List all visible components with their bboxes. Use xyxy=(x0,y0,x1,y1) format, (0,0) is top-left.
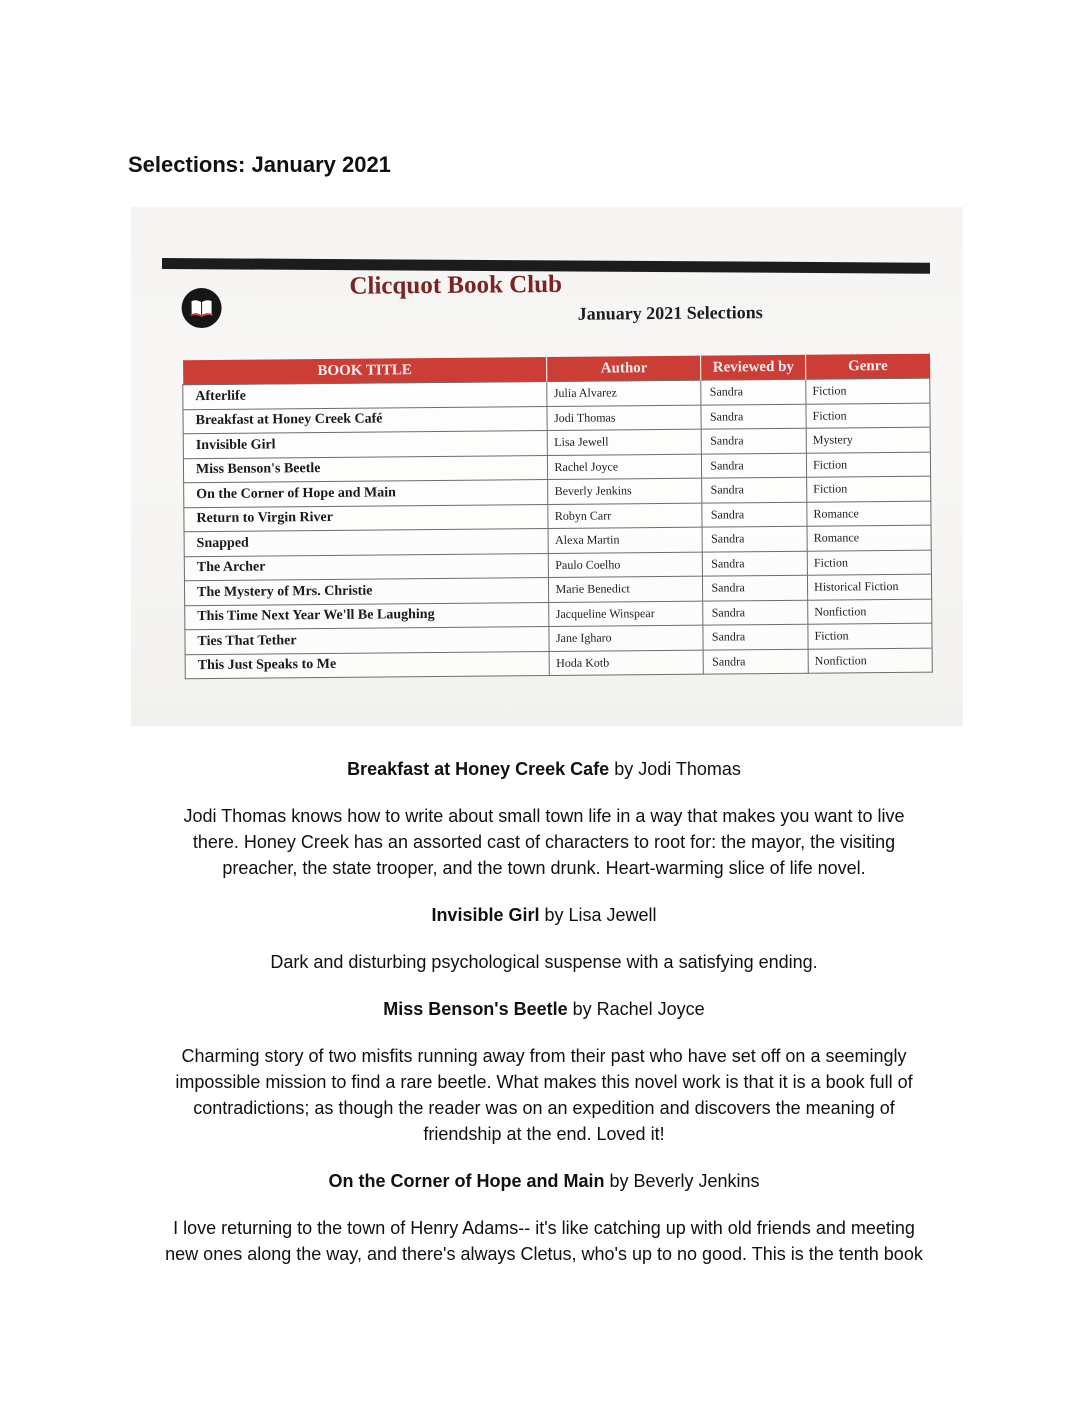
review-book-title: Miss Benson's Beetle xyxy=(383,999,568,1019)
review-book-title: Breakfast at Honey Creek Cafe xyxy=(347,759,610,779)
review-author: by Jodi Thomas xyxy=(609,759,741,779)
cell-reviewer: Sandra xyxy=(701,404,806,429)
cell-genre: Fiction xyxy=(806,452,930,478)
cell-book-title: Return to Virgin River xyxy=(184,504,549,532)
club-name: Clicquot Book Club xyxy=(349,270,563,300)
review-author: by Beverly Jenkins xyxy=(604,1171,760,1191)
review-text-line: impossible mission to find a rare beetle. What makes this novel work is that it is a book full of xyxy=(175,1072,913,1092)
cell-author: Paulo Coelho xyxy=(549,552,703,578)
cell-reviewer: Sandra xyxy=(701,379,806,404)
cell-reviewer: Sandra xyxy=(704,649,809,674)
flyer-subtitle: January 2021 Selections xyxy=(577,302,763,324)
cell-reviewer: Sandra xyxy=(702,428,807,453)
cell-author: Jane Igharo xyxy=(549,625,703,651)
cell-reviewer: Sandra xyxy=(703,575,808,600)
cell-genre: Romance xyxy=(807,525,931,551)
review-text-line: new ones along the way, and there's always Cletus, who's up to no good. This is the tenth book xyxy=(165,1244,923,1264)
cell-book-title: Invisible Girl xyxy=(183,431,548,459)
flyer-photo xyxy=(131,207,963,726)
column-header-genre: Genre xyxy=(806,354,930,380)
cell-author: Jacqueline Winspear xyxy=(549,601,703,627)
cell-author: Julia Alvarez xyxy=(547,380,701,406)
cell-reviewer: Sandra xyxy=(703,624,808,649)
review-text-line: contradictions; as though the reader was on an expedition and discovers the meaning of xyxy=(193,1098,895,1118)
cell-reviewer: Sandra xyxy=(702,477,807,502)
cell-book-title: This Just Speaks to Me xyxy=(185,651,550,679)
open-book-icon xyxy=(181,288,221,328)
review-text-line: friendship at the end. Loved it! xyxy=(423,1124,665,1144)
cell-genre: Fiction xyxy=(808,623,932,649)
cell-author: Beverly Jenkins xyxy=(548,478,702,504)
column-header-author: Author xyxy=(547,356,701,382)
cell-author: Lisa Jewell xyxy=(548,429,702,455)
cell-genre: Fiction xyxy=(806,403,930,429)
cell-book-title: The Archer xyxy=(184,553,549,581)
cell-genre: Fiction xyxy=(807,476,931,502)
review-text-line: there. Honey Creek has an assorted cast of characters to root for: the mayor, the visiting xyxy=(192,832,896,852)
column-header-reviewer: Reviewed by xyxy=(701,355,806,380)
cell-reviewer: Sandra xyxy=(702,453,807,478)
cell-book-title: Miss Benson's Beetle xyxy=(183,455,548,483)
cell-author: Hoda Kotb xyxy=(550,650,704,676)
cell-book-title: This Time Next Year We'll Be Laughing xyxy=(185,602,550,630)
review-author: by Lisa Jewell xyxy=(539,905,657,925)
cell-author: Jodi Thomas xyxy=(547,405,701,431)
cell-book-title: Ties That Tether xyxy=(185,627,550,655)
cell-book-title: On the Corner of Hope and Main xyxy=(184,480,549,508)
cell-author: Rachel Joyce xyxy=(548,454,702,480)
review-text-line: Jodi Thomas knows how to write about small town life in a way that makes you want to live xyxy=(183,806,905,826)
review-heading xyxy=(0,902,1088,928)
review-text-line: I love returning to the town of Henry Adams-- it's like catching up with old friends and meeting xyxy=(173,1218,915,1238)
cell-genre: Fiction xyxy=(806,378,930,404)
flyer-content xyxy=(131,207,963,726)
selections-table xyxy=(182,354,933,680)
cell-reviewer: Sandra xyxy=(703,551,808,576)
review-text-line: Dark and disturbing psychological suspense with a satisfying ending. xyxy=(270,952,818,972)
cell-author: Marie Benedict xyxy=(549,576,703,602)
review-author: by Rachel Joyce xyxy=(567,999,705,1019)
cell-genre: Historical Fiction xyxy=(808,574,932,600)
review-book-title: Invisible Girl xyxy=(431,905,540,925)
cell-author: Alexa Martin xyxy=(549,527,703,553)
cell-book-title: The Mystery of Mrs. Christie xyxy=(184,578,549,606)
cell-book-title: Afterlife xyxy=(183,382,548,410)
cell-genre: Fiction xyxy=(807,550,931,576)
column-header-title: BOOK TITLE xyxy=(183,357,548,385)
table-row xyxy=(185,648,932,679)
review-text-line: preacher, the state trooper, and the town drunk. Heart-warming slice of life novel. xyxy=(222,858,866,878)
review-book-title: On the Corner of Hope and Main xyxy=(328,1171,605,1191)
cell-book-title: Snapped xyxy=(184,529,549,557)
cell-reviewer: Sandra xyxy=(702,526,807,551)
cell-book-title: Breakfast at Honey Creek Café xyxy=(183,406,548,434)
cell-author: Robyn Carr xyxy=(548,503,702,529)
cell-genre: Nonfiction xyxy=(808,648,932,674)
cell-reviewer: Sandra xyxy=(702,502,807,527)
cell-genre: Mystery xyxy=(806,427,930,453)
page-title: Selections: January 2021 xyxy=(128,152,391,177)
cell-genre: Romance xyxy=(807,501,931,527)
cell-genre: Nonfiction xyxy=(808,599,932,625)
cell-reviewer: Sandra xyxy=(703,600,808,625)
review-heading xyxy=(0,756,1088,782)
review-heading xyxy=(0,996,1088,1022)
review-heading xyxy=(0,1168,1088,1194)
review-text-line: Charming story of two misfits running away from their past who have set off on a seemingly xyxy=(181,1046,907,1066)
